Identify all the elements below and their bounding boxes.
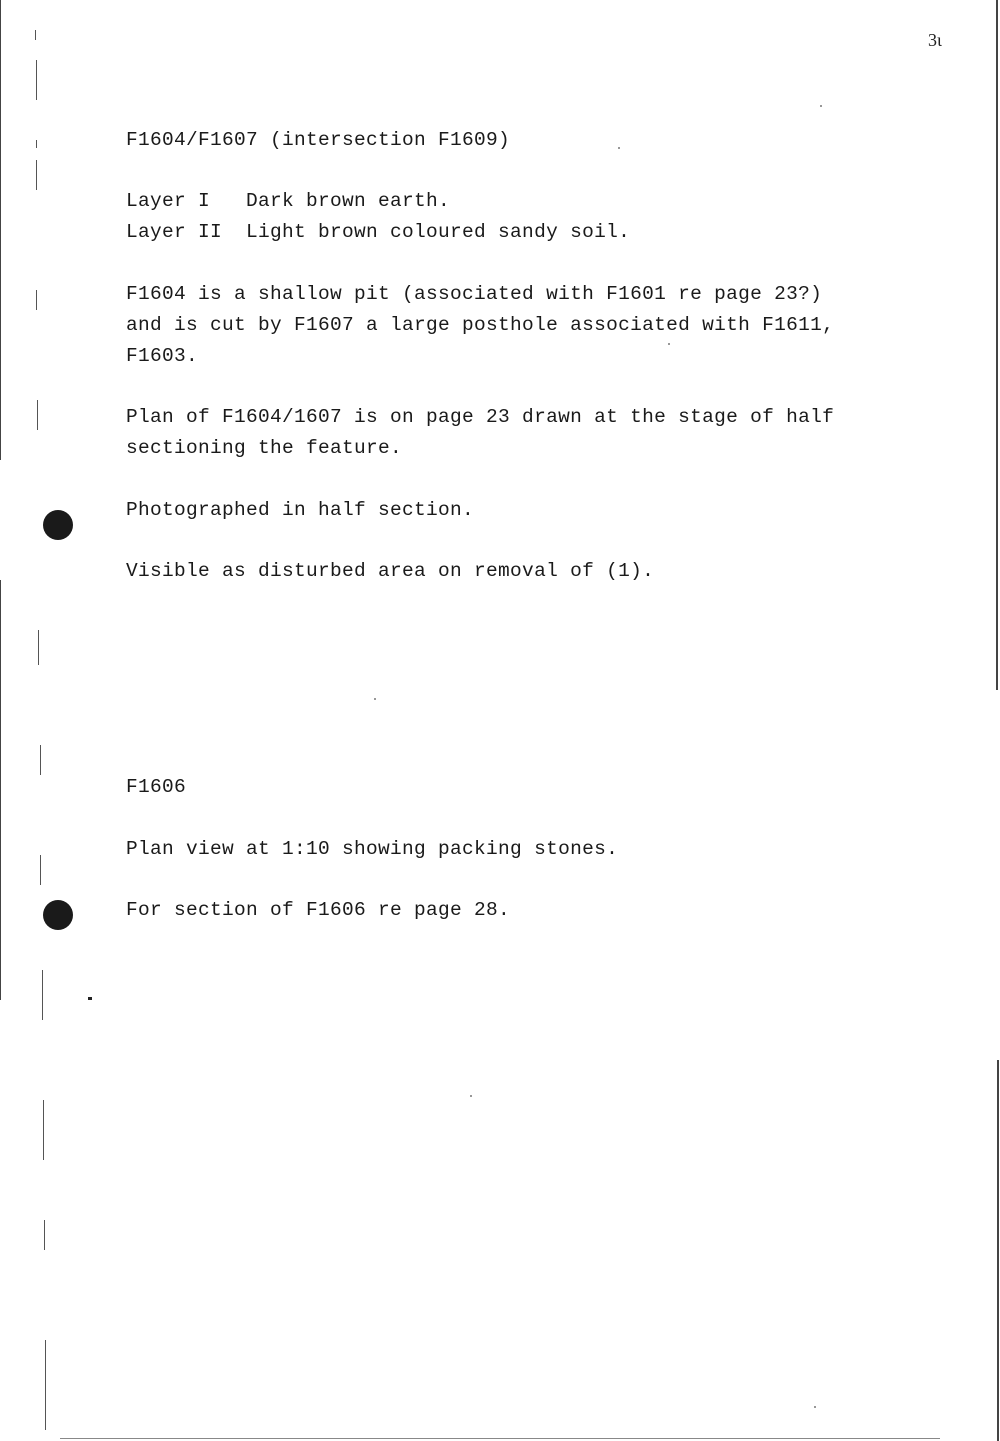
speck [470,1095,472,1097]
margin-mark [40,745,41,775]
section-heading: F1606 [126,776,187,798]
layer-line: Layer I Dark brown earth. [126,190,451,212]
margin-mark [36,140,37,148]
paragraph-line: F1603. [126,345,199,367]
margin-mark [36,60,37,100]
page-number: 3ɩ [928,30,942,50]
speck [814,1406,816,1408]
ink-dot [88,997,92,1000]
right-scan-edge [996,0,998,690]
margin-mark [43,1100,44,1160]
punch-hole [43,510,73,540]
speck [374,698,376,700]
margin-mark [36,160,37,190]
visibility-note: Visible as disturbed area on removal of (1). [126,560,655,582]
margin-mark [40,855,41,885]
section-heading: F1604/F1607 (intersection F1609) [126,129,511,151]
margin-mark [38,630,39,665]
paragraph-line: F1604 is a shallow pit (associated with F1601 re page 23?) [126,283,823,305]
paragraph-line: and is cut by F1607 a large posthole associated with F1611, [126,314,835,336]
paragraph-line: Plan of F1604/1607 is on page 23 drawn at the stage of half [126,406,835,428]
margin-mark [44,1220,45,1250]
margin-mark [36,290,37,310]
margin-mark [37,400,38,430]
bottom-scan-edge [60,1438,940,1439]
paragraph-line: sectioning the feature. [126,437,403,459]
speck [820,105,822,107]
right-scan-edge [997,1060,999,1441]
margin-mark [45,1340,46,1430]
speck [618,147,620,149]
left-scan-edge [0,0,1,460]
photo-note: Photographed in half section. [126,499,475,521]
plan-note: Plan view at 1:10 showing packing stones. [126,838,619,860]
section-note: For section of F1606 re page 28. [126,899,511,921]
layer-line: Layer II Light brown coloured sandy soil. [126,221,631,243]
margin-mark [42,970,43,1020]
punch-hole [43,900,73,930]
left-scan-edge [0,580,1,1000]
margin-mark [35,30,36,40]
speck [668,343,670,345]
